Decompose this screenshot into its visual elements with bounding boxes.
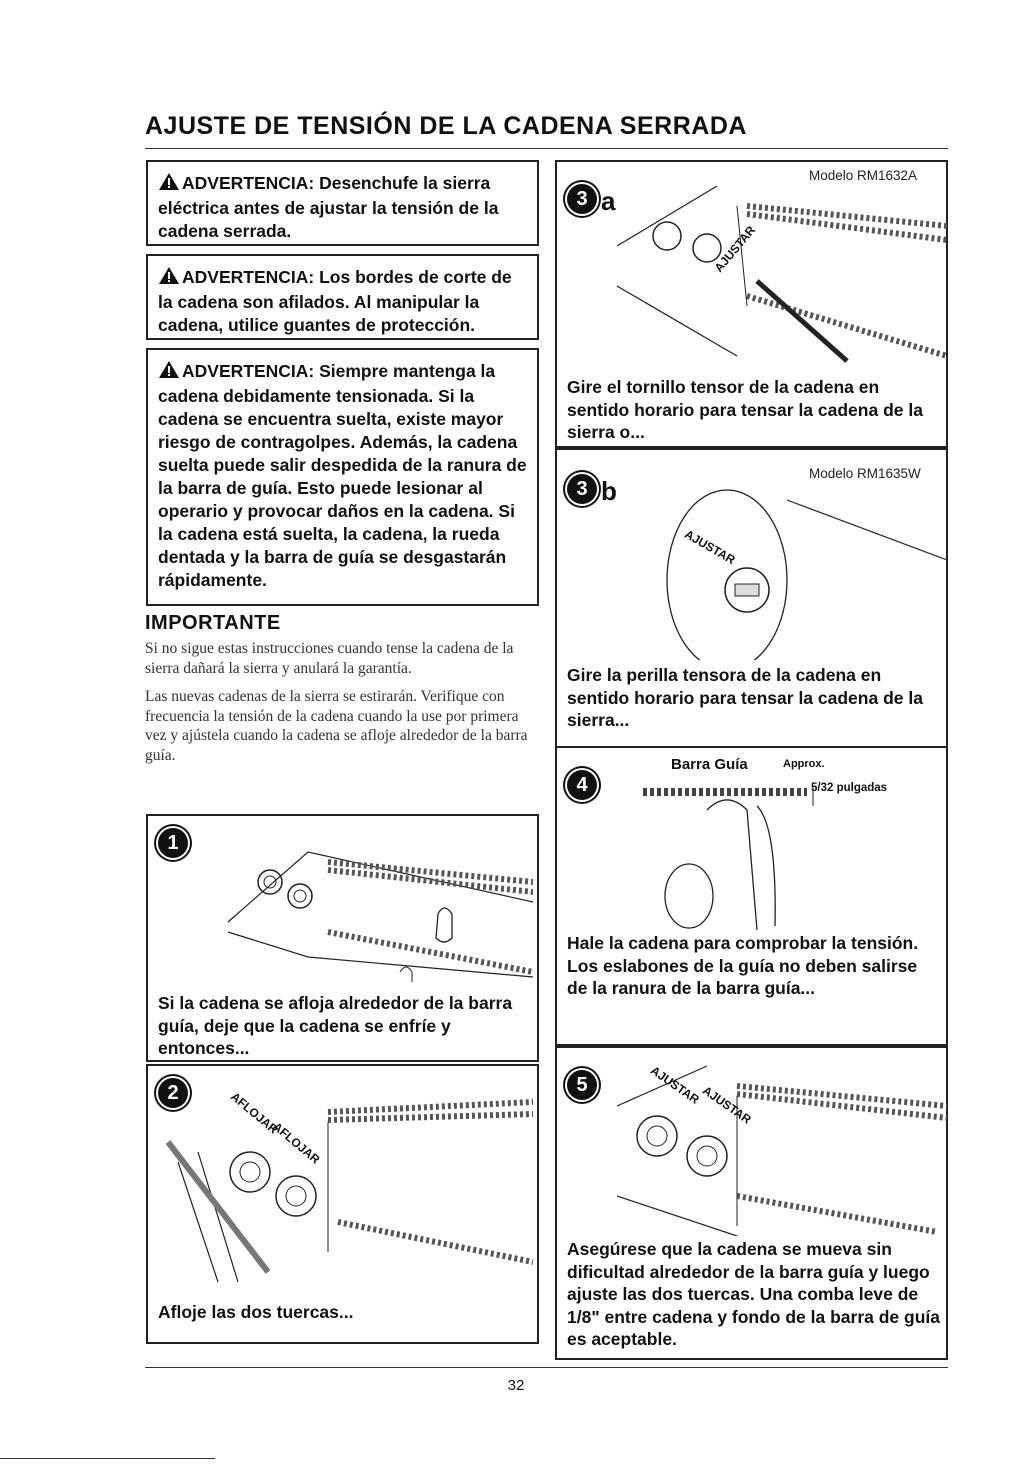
warning-triangle-icon [158,172,180,197]
step-4-caption: Hale la cadena para comprobar la tensión. Los eslabones de la guía no deben salirse de la ranura de la barra guía... [567,933,919,998]
loosen-label-a: AFLOJAR [228,1089,281,1137]
warning-triangle-icon [158,266,180,291]
step-3a-panel [555,160,948,448]
tighten-label-a: AJUSTAR [648,1063,702,1107]
chain-bar-illustration [188,822,533,988]
warning-box-unplug [146,160,539,246]
page-title: AJUSTE DE TENSIÓN DE LA CADENA SERRADA [145,112,747,140]
step-suffix: b [601,476,617,506]
step-suffix: a [601,186,616,216]
step-1-caption: Si la cadena se afloja alrededor de la barra guía, deje que la cadena se enfríe y entonces... [158,993,513,1058]
step-5-panel [555,1046,948,1360]
footer-rule [145,1367,948,1368]
title-rule [145,148,948,149]
importante-paragraph-2: Las nuevas cadenas de la sierra se estirarán. Verifique con frecuencia la tensión de la cadena cuando la use por primera vez y ajústela cuando la cadena se afloje alrededor de la barra guía. [145,688,528,764]
step-5-caption: Asegúrese que la cadena se mueva sin dificultad alrededor de la barra guía y luego ajuste las dos tuercas. Una comba leve de 1/8" entre cadena y fondo de la barra de guía es aceptable. [567,1239,940,1349]
loosen-label-b: AFLOJAR [270,1119,323,1167]
model-label: Modelo RM1635W [809,466,921,481]
model-label: Modelo RM1632A [809,168,918,183]
warning-text: Desenchufe la sierra eléctrica antes de ajustar la tensión de la cadena serrada. [158,173,499,241]
measure-label: 5/32 pulgadas [811,782,888,794]
warning-triangle-icon [158,360,180,385]
tension-knob-illustration [617,480,947,660]
chain-pull-illustration [637,776,837,948]
step-number-badge: 3 [567,184,597,214]
importante-heading: IMPORTANTE [145,612,281,634]
step-number-badge: 5 [567,1070,597,1100]
warning-label: ADVERTENCIA: [182,361,315,381]
tension-screw-illustration [617,186,947,366]
step-3b-caption: Gire la perilla tensora de la cadena en sentido horario para tensar la cadena de la sierra... [567,665,923,730]
warning-text: Siempre mantenga la cadena debidamente tensionada. Si la cadena se encuentra suelta, existe mayor riesgo de contragolpes. Además, la cadena suelta puede salir despedida de la ranura de la barra de guía. Esto puede lesionar al operario y provocar daños en la cadena. Si la cadena está suelta, la cadena, la rueda dentada y la barra de guía se desgastarán rápidamente. [158,361,527,590]
step-2-caption: Afloje las dos tuercas... [158,1302,354,1322]
adjust-label: AJUSTAR [682,526,738,568]
adjust-label: AJUSTAR [711,223,759,275]
page-number: 32 [507,1377,525,1394]
guide-bar-label: Barra Guía [671,756,748,773]
step-4-panel [555,746,948,1046]
step-3b-panel [555,448,948,748]
step-number-badge: 3 [567,474,597,504]
step-number-badge: 4 [567,770,597,800]
scan-edge-rule [0,1458,215,1459]
step-number-badge: 2 [158,1078,188,1108]
warning-text: Los bordes de corte de la cadena son afilados. Al manipular la cadena, utilice guantes de protección. [158,267,512,335]
step-1-panel [146,814,539,1062]
warning-box-sharp-edges [146,254,539,340]
approx-label: Approx. [783,758,825,770]
warning-label: ADVERTENCIA: [182,267,315,287]
tighten-label-b: AJUSTAR [700,1083,754,1127]
step-3a-caption: Gire el tornillo tensor de la cadena en sentido horario para tensar la cadena de la sierra o... [567,377,923,442]
loosen-nuts-illustration [158,1072,533,1284]
step-2-panel [146,1064,539,1344]
warning-box-tension [146,348,539,606]
importante-paragraph-1: Si no sigue estas instrucciones cuando tense la cadena de la sierra dañará la sierra y anulará la garantía. [145,640,514,677]
warning-label: ADVERTENCIA: [182,173,315,193]
step-number-badge: 1 [158,828,188,858]
